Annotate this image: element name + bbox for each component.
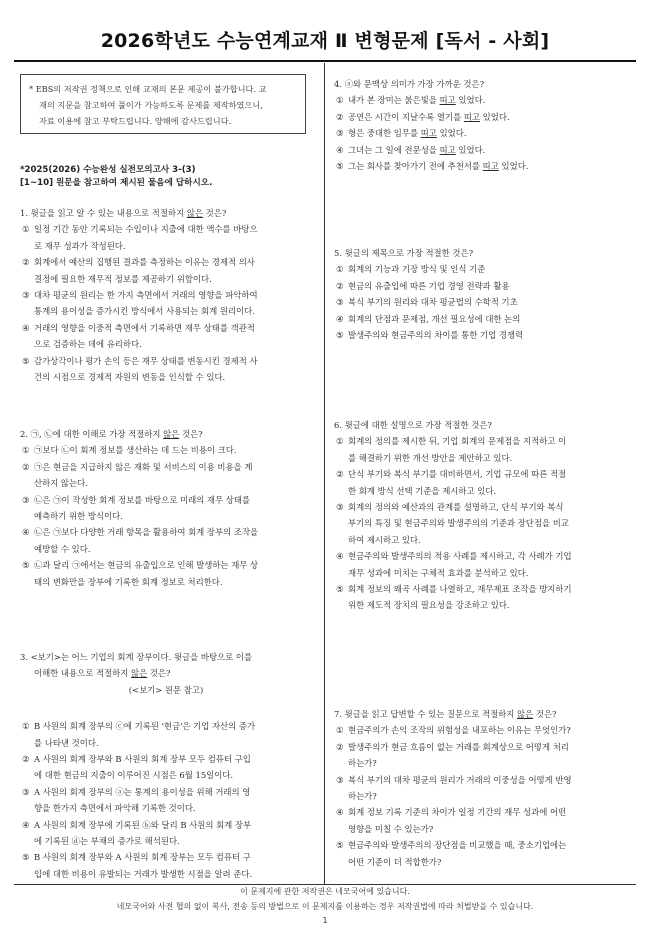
option-number: ② bbox=[336, 741, 344, 752]
option-text: A 사원의 회계 장부의 ⓐ는 통계의 용이성을 위해 거래의 영 bbox=[34, 786, 251, 797]
footer-divider bbox=[14, 884, 636, 885]
question-stem: 1. 윗글을 읽고 알 수 있는 내용으로 적절하지 않은 것은? bbox=[20, 208, 227, 218]
option-number: ④ bbox=[336, 807, 344, 818]
option-number: ④ bbox=[22, 819, 30, 830]
option-text: A 사원의 회계 장부와 B 사원의 회계 장부 모두 컴퓨터 구입 bbox=[34, 754, 251, 765]
answer-option[interactable] bbox=[20, 320, 312, 353]
option-number: ⑤ bbox=[22, 852, 30, 863]
option-text: 있었다. bbox=[498, 161, 529, 172]
answer-option[interactable] bbox=[334, 739, 624, 772]
source-reference: *2025(2026) 수능완성 실전모의고사 3-(3) bbox=[20, 165, 196, 175]
question-6 bbox=[334, 417, 624, 614]
question-3 bbox=[20, 649, 312, 882]
option-number: ③ bbox=[336, 774, 344, 785]
option-text: A 사원의 회계 장부에 기록된 ⓑ와 달리 B 사원의 회계 장부 bbox=[34, 819, 252, 830]
answer-option[interactable] bbox=[20, 221, 312, 254]
answer-option[interactable] bbox=[20, 459, 312, 492]
option-number: ③ bbox=[22, 290, 30, 301]
answer-option[interactable] bbox=[334, 327, 624, 343]
answer-option[interactable] bbox=[334, 294, 624, 310]
question-stem: 5. 윗글의 제목으로 가장 적절한 것은? bbox=[334, 248, 474, 258]
answer-option[interactable] bbox=[334, 466, 624, 499]
option-text: 위한 제도적 장치의 필요성을 강조하고 있다. bbox=[348, 600, 510, 611]
page-title: 2026학년도 수능연계교재 Ⅱ 변형문제 [독서 - 사회] bbox=[100, 30, 550, 52]
option-number: ② bbox=[336, 469, 344, 480]
question-stem: 3. <보기>는 어느 기업의 회계 장부이다. 윗글을 바탕으로 이를 bbox=[20, 652, 253, 662]
option-text: 예측하기 위한 방식이다. bbox=[34, 511, 123, 522]
option-number: ④ bbox=[336, 144, 344, 155]
question-2 bbox=[20, 426, 312, 590]
answer-option[interactable] bbox=[334, 499, 624, 548]
option-number: ③ bbox=[22, 494, 30, 505]
question-stem: 6. 윗글에 대한 설명으로 가장 적절한 것은? bbox=[334, 420, 492, 430]
option-text: 발생주의가 현금 흐름이 없는 거래를 회계상으로 어떻게 처리 bbox=[348, 741, 569, 752]
option-text: 현금주의가 손익 조작의 위험성을 내포하는 이유는 무엇인가? bbox=[348, 725, 571, 736]
instruction: [1~10] 원문을 참고하여 제시된 물음에 답하시오. bbox=[20, 178, 213, 188]
option-number: ⑤ bbox=[22, 560, 30, 571]
option-number: ① bbox=[336, 725, 344, 736]
option-text: 현금의 유출입에 따른 기업 경영 전략과 활용 bbox=[348, 280, 510, 291]
notice-line: * EBS의 저작권 정책으로 인해 교재의 본문 제공이 불가합니다. 교 bbox=[29, 84, 267, 94]
notice-line: 자료 이용에 참고 부탁드립니다. 양해에 감사드립니다. bbox=[39, 116, 232, 126]
option-number: ⑤ bbox=[336, 840, 344, 851]
question-1 bbox=[20, 205, 312, 385]
option-number: ① bbox=[336, 436, 344, 447]
option-text: 산하지 않는다. bbox=[34, 478, 88, 489]
option-text: 거래의 영향을 이중적 측면에서 기록하면 재무 상태를 객관적 bbox=[34, 322, 255, 333]
answer-option[interactable] bbox=[334, 311, 624, 327]
underlined-word: 띠고 bbox=[439, 144, 456, 155]
option-text: 대차 평균의 원리는 한 가지 측면에서 거래의 영향을 파악하여 bbox=[34, 290, 258, 301]
answer-option[interactable] bbox=[20, 524, 312, 557]
option-text: 으로 검증하는 데에 유리하다. bbox=[34, 339, 142, 350]
option-text: 그는 회사를 찾아가기 전에 추천서를 bbox=[348, 161, 483, 172]
option-text: 회계의 정의와 예산과의 관계를 설명하고, 단식 부기와 복식 bbox=[348, 502, 564, 513]
option-text: 있었다. bbox=[436, 128, 467, 139]
answer-option[interactable] bbox=[334, 278, 624, 294]
option-text: 있었다. bbox=[455, 144, 486, 155]
copyright-notice-box bbox=[20, 74, 306, 134]
option-text: 하는가? bbox=[348, 758, 377, 769]
option-text: 결정에 필요한 재무적 정보를 제공하기 위함이다. bbox=[34, 273, 212, 284]
option-text: 통계의 용이성을 증가시킨 방식에서 사용되는 회계 원리이다. bbox=[34, 306, 255, 317]
question-stem: 2. ㉠, ㉡에 대한 이해로 가장 적절하지 않은 것은? bbox=[20, 429, 203, 439]
option-number: ② bbox=[22, 754, 30, 765]
option-number: ④ bbox=[336, 313, 344, 324]
title-divider bbox=[14, 60, 636, 62]
notice-line: 재의 지문을 참고하여 풀이가 가능하도록 문제를 제작하였으니, bbox=[39, 100, 263, 110]
option-number: ⑤ bbox=[336, 161, 344, 172]
answer-option[interactable] bbox=[20, 492, 312, 525]
question-stem: 4. ⓐ와 문맥상 의미가 가장 가까운 것은? bbox=[334, 79, 485, 89]
option-number: ② bbox=[336, 111, 344, 122]
option-number: ① bbox=[336, 95, 344, 106]
option-text: 그녀는 그 일에 전문성을 bbox=[348, 144, 440, 155]
option-number: ② bbox=[336, 280, 344, 291]
option-number: ⑤ bbox=[22, 355, 30, 366]
option-number: ② bbox=[22, 461, 30, 472]
bogi-reference: (<보기> 원문 참고) bbox=[128, 684, 204, 695]
answer-option[interactable] bbox=[334, 142, 624, 158]
answer-option[interactable] bbox=[334, 109, 624, 125]
question-stem: 이해한 내용으로 적절하지 않은 것은? bbox=[34, 668, 171, 679]
option-text: 회계 정보의 왜곡 사례를 나열하고, 재무제표 조작을 방지하기 bbox=[348, 584, 572, 595]
option-text: 로 재무 성과가 작성된다. bbox=[34, 240, 126, 251]
option-text: 복식 부기의 원리와 대차 평균법의 수학적 기초 bbox=[348, 297, 518, 308]
option-text: 하여 제시하고 있다. bbox=[348, 534, 421, 545]
answer-option[interactable] bbox=[20, 784, 312, 817]
option-number: ④ bbox=[336, 551, 344, 562]
question-7 bbox=[334, 706, 624, 870]
option-text: ㉡은 ㉠보다 다양한 거래 항목을 활용하여 회계 장부의 조작을 bbox=[34, 527, 259, 538]
answer-option[interactable] bbox=[20, 287, 312, 320]
option-number: ③ bbox=[336, 502, 344, 513]
option-number: ① bbox=[22, 445, 30, 456]
option-text: 향을 한가지 측면에서 파악해 기록한 것이다. bbox=[34, 803, 196, 814]
option-number: ③ bbox=[22, 786, 30, 797]
option-text: 예방할 수 있다. bbox=[34, 543, 91, 554]
option-text: 복식 부기의 대차 평균의 원리가 거래의 이중성을 어떻게 반영 bbox=[348, 774, 572, 785]
option-text: 건의 시점으로 경제적 자원의 변동을 인식할 수 있다. bbox=[34, 372, 226, 383]
option-text: 회계 정보 기록 기준의 차이가 일정 기간의 재무 성과에 어떤 bbox=[348, 807, 567, 818]
option-text: 있었다. bbox=[455, 95, 486, 106]
answer-option[interactable] bbox=[334, 772, 624, 805]
option-text: 에 기록된 ⓓ는 부채의 증가로 해석된다. bbox=[34, 836, 180, 847]
answer-option[interactable] bbox=[334, 804, 624, 837]
option-text: 태의 변화만을 장부에 기록한 회계 정보로 처리한다. bbox=[34, 576, 223, 587]
answer-option[interactable] bbox=[334, 125, 624, 141]
answer-option[interactable] bbox=[20, 254, 312, 287]
option-text: ㉡과 달리 ㉠에서는 현금의 유출입으로 인해 발생하는 재무 상 bbox=[34, 560, 259, 571]
answer-option[interactable] bbox=[20, 557, 312, 590]
option-number: ③ bbox=[336, 297, 344, 308]
underlined-word: 띠고 bbox=[439, 95, 456, 106]
question-4 bbox=[334, 76, 624, 174]
answer-option[interactable] bbox=[334, 261, 624, 277]
answer-option[interactable] bbox=[334, 92, 624, 108]
option-text: ㉡은 ㉠이 작성한 회계 정보를 바탕으로 미래의 재무 상태를 bbox=[34, 494, 251, 505]
question-5 bbox=[334, 245, 624, 343]
option-text: 공연은 시간이 지날수록 열기를 bbox=[348, 111, 464, 122]
answer-option[interactable] bbox=[334, 548, 624, 581]
answer-option[interactable] bbox=[20, 849, 312, 882]
copyright-warning: 네모국어와 사전 협의 없이 복사, 전송 등의 방법으로 이 문제지를 이용하는 경우 저작권법에 따라 처벌받을 수 있습니다. bbox=[116, 902, 534, 911]
answer-option[interactable] bbox=[334, 722, 624, 738]
option-text: 현금주의와 발생주의의 적용 사례를 제시하고, 각 사례가 기업 bbox=[348, 551, 572, 562]
option-number: ④ bbox=[22, 527, 30, 538]
option-number: ⑤ bbox=[336, 330, 344, 341]
answer-option[interactable] bbox=[334, 433, 624, 466]
option-number: ③ bbox=[336, 128, 344, 139]
option-text: 부기의 특징 및 현금주의와 발생주의의 기준과 장단점을 비교 bbox=[348, 518, 569, 529]
option-text: 형은 중대한 임무를 bbox=[348, 128, 421, 139]
option-text: 회계의 정의를 제시한 뒤, 기업 회계의 문제점을 지적하고 이 bbox=[348, 436, 567, 447]
option-text: 내가 본 장미는 붉은빛을 bbox=[348, 95, 440, 106]
underlined-word: 띠고 bbox=[463, 111, 481, 122]
answer-option[interactable] bbox=[334, 837, 624, 870]
answer-option[interactable] bbox=[20, 751, 312, 784]
option-text: 감가상각이나 평가 손익 등은 재무 상태를 변동시킨 경제적 사 bbox=[34, 355, 258, 366]
copyright-footer: 이 문제지에 관한 저작권은 네모국어에 있습니다. bbox=[240, 887, 410, 896]
answer-option[interactable] bbox=[20, 817, 312, 850]
column-divider bbox=[324, 63, 325, 885]
option-text: ㉠은 현금을 지급하지 않은 재화 및 서비스의 이용 비용을 계 bbox=[34, 461, 253, 472]
option-text: 를 나타낸 것이다. bbox=[34, 737, 99, 748]
page-number: 1 bbox=[322, 916, 328, 925]
option-text: 현금주의와 발생주의의 장단점을 비교했을 때, 중소기업에는 bbox=[348, 840, 567, 851]
option-text: 한 회계 방식 선택 기준을 제시하고 있다. bbox=[348, 485, 497, 496]
answer-option[interactable] bbox=[20, 718, 312, 751]
option-text: B 사원의 회계 장부의 ⓒ에 기록된 '현금'은 기업 자산의 증가 bbox=[34, 721, 256, 732]
answer-option[interactable] bbox=[334, 158, 624, 174]
option-text: 회계의 단점과 문제점, 개선 필요성에 대한 논의 bbox=[348, 313, 521, 324]
option-number: ④ bbox=[22, 322, 30, 333]
question-stem: 7. 윗글을 읽고 답변할 수 있는 질문으로 적절하지 않은 것은? bbox=[334, 709, 557, 719]
answer-option[interactable] bbox=[20, 442, 312, 458]
option-text: 있었다. bbox=[480, 111, 510, 122]
option-text: B 사원의 회계 장부와 A 사원의 회계 장부는 모두 컴퓨터 구 bbox=[34, 852, 251, 863]
option-text: 를 해결하기 위한 개선 방안을 제안하고 있다. bbox=[348, 452, 513, 463]
answer-option[interactable] bbox=[334, 581, 624, 614]
underlined-word: 띠고 bbox=[420, 128, 437, 139]
option-text: 단식 부기와 복식 부기를 대비하면서, 기업 규모에 따른 적절 bbox=[348, 469, 567, 480]
option-text: 일정 기간 동안 기록되는 수입이나 지출에 대한 액수를 바탕으 bbox=[34, 224, 258, 235]
option-number: ① bbox=[22, 721, 30, 732]
option-text: 회계의 기능과 기장 방식 및 인식 기준 bbox=[348, 264, 486, 275]
answer-option[interactable] bbox=[20, 353, 312, 386]
option-text: 회계에서 예산의 집행된 결과를 측정하는 이유는 경제적 의사 bbox=[34, 257, 255, 268]
option-text: 어떤 기준이 더 적합한가? bbox=[348, 856, 442, 867]
option-text: 재무 성과에 미치는 구체적 효과를 분석하고 있다. bbox=[348, 567, 529, 578]
option-number: ⑤ bbox=[336, 584, 344, 595]
option-text: 하는가? bbox=[348, 791, 377, 802]
option-text: 에 대한 현금의 지출이 이루어진 시점은 6월 15일이다. bbox=[34, 770, 234, 781]
option-number: ① bbox=[22, 224, 30, 235]
option-text: 입에 대한 비용이 유발되는 거래가 발생한 시점을 알려 준다. bbox=[34, 868, 253, 879]
option-text: 영향을 미칠 수 있는가? bbox=[348, 823, 434, 834]
option-number: ① bbox=[336, 264, 344, 275]
option-number: ② bbox=[22, 257, 30, 268]
underlined-word: 띠고 bbox=[482, 161, 499, 172]
option-text: ㉠보다 ㉡이 회계 정보를 생산하는 데 드는 비용이 크다. bbox=[34, 445, 237, 456]
option-text: 발생주의와 현금주의의 차이를 통한 기업 경쟁력 bbox=[348, 330, 524, 341]
